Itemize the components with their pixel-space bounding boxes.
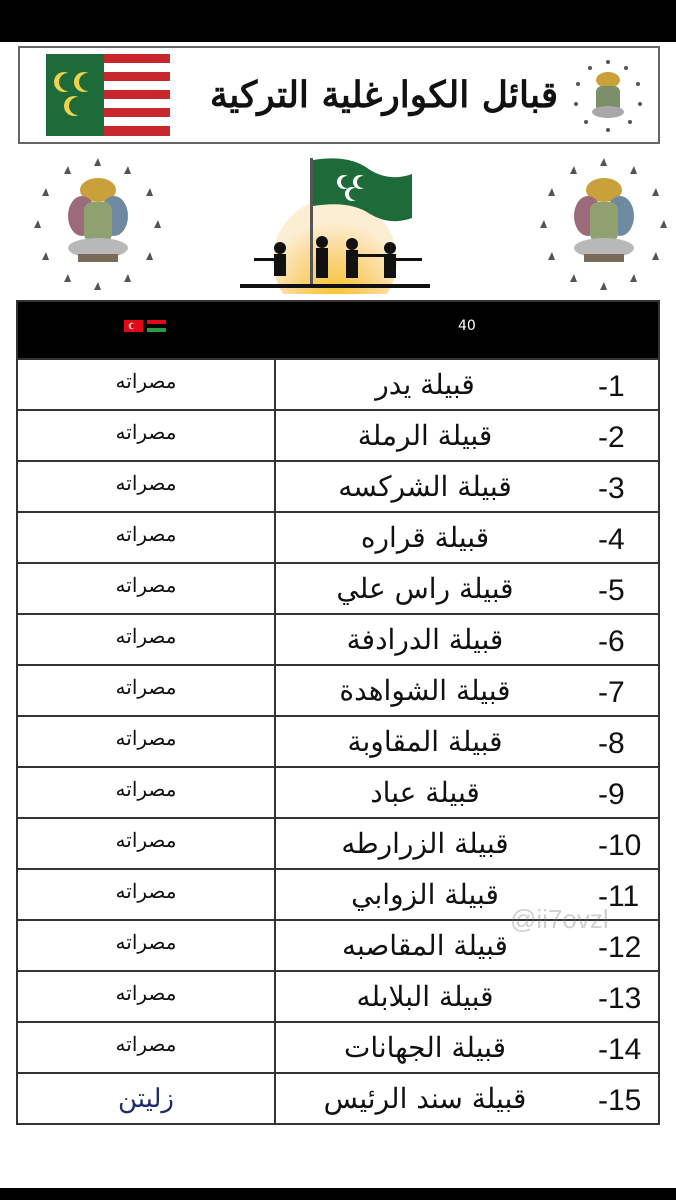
table-row	[18, 358, 658, 409]
tribe-name-cell: قبيلة الزوابي	[351, 878, 499, 911]
table-header	[18, 302, 658, 358]
column-divider	[274, 411, 276, 460]
tribes-table	[16, 300, 660, 1125]
column-divider	[274, 819, 276, 868]
bottom-bar	[0, 1188, 676, 1200]
row-number: -15	[598, 1084, 642, 1117]
ottoman-coat-of-arms-right-icon	[534, 154, 674, 294]
row-number: -5	[598, 574, 625, 607]
row-number: -12	[598, 931, 642, 964]
column-divider	[274, 513, 276, 562]
city-cell: مصراته	[115, 981, 177, 1005]
city-cell: مصراته	[115, 675, 177, 699]
tribe-name-cell: قبيلة قراره	[360, 521, 490, 554]
tribe-name-cell: قبيلة الشواهدة	[339, 674, 511, 707]
city-cell: مصراته	[115, 726, 177, 750]
table-row	[18, 613, 658, 664]
column-divider	[274, 462, 276, 511]
watermark: @ii7ovzl	[510, 904, 609, 934]
tribe-name-cell: قبيلة البلابله	[356, 980, 494, 1013]
city-cell: مصراته	[115, 573, 177, 597]
table-row	[18, 715, 658, 766]
row-number: -3	[598, 472, 625, 505]
table-row	[18, 664, 658, 715]
ottoman-coat-of-arms-left-icon	[28, 154, 168, 294]
tribe-name-cell: قبيلة راس علي	[336, 572, 514, 605]
column-divider	[274, 1023, 276, 1072]
column-divider	[274, 564, 276, 613]
city-cell: مصراته	[115, 624, 177, 648]
table-row	[18, 970, 658, 1021]
column-divider	[274, 768, 276, 817]
column-divider	[274, 717, 276, 766]
ottoman-coat-of-arms-icon	[568, 54, 648, 138]
title-banner	[18, 46, 660, 144]
column-divider	[274, 666, 276, 715]
tribe-name-cell: قبيلة الجهانات	[344, 1031, 506, 1064]
row-number: -6	[598, 625, 625, 658]
tribe-name-cell: قبيلة الزرارطه	[341, 827, 509, 860]
table-row	[18, 460, 658, 511]
row-number: -11	[598, 880, 640, 913]
city-cell: مصراته	[115, 879, 177, 903]
city-cell: مصراته	[115, 369, 177, 393]
soldiers-with-flag-image	[240, 152, 430, 294]
tribe-name-cell: قبيلة الدرادفة	[346, 623, 504, 656]
table-row	[18, 1072, 658, 1123]
tribe-count: 40	[458, 318, 476, 334]
table-row	[18, 766, 658, 817]
city-cell: مصراته	[115, 1032, 177, 1056]
tribe-name-cell: قبيلة الشركسه	[338, 470, 512, 503]
column-divider	[274, 615, 276, 664]
city-cell: مصراته	[115, 471, 177, 495]
table-row	[18, 562, 658, 613]
table-row	[18, 409, 658, 460]
tribe-name-cell: قبيلة المقاوبة	[347, 725, 503, 758]
column-divider	[274, 972, 276, 1021]
tribe-name-cell: قبيلة الرملة	[357, 419, 493, 452]
table-row	[18, 511, 658, 562]
column-divider	[274, 921, 276, 970]
document-page	[0, 42, 676, 1188]
city-cell: مصراته	[115, 828, 177, 852]
row-number: -10	[598, 829, 642, 862]
row-number: -13	[598, 982, 642, 1015]
tribe-name-cell: قبيلة المقاصبه	[342, 929, 508, 962]
kuloglu-flag-icon	[46, 54, 170, 136]
row-number: -8	[598, 727, 625, 760]
table-row	[18, 817, 658, 868]
row-number: -2	[598, 421, 625, 454]
tribe-name-cell: قبيلة عباد	[370, 776, 480, 809]
turkey-libya-flags-icon	[124, 320, 166, 332]
city-cell: زليتن	[118, 1084, 174, 1114]
city-cell: مصراته	[115, 522, 177, 546]
table-row	[18, 1021, 658, 1072]
row-number: -9	[598, 778, 625, 811]
column-divider	[274, 1074, 276, 1123]
city-cell: مصراته	[115, 930, 177, 954]
row-number: -14	[598, 1033, 642, 1066]
row-number: -7	[598, 676, 625, 709]
row-number: -1	[598, 370, 625, 403]
column-divider	[274, 870, 276, 919]
column-divider	[274, 360, 276, 409]
tribe-name-cell: قبيلة سند الرئيس	[323, 1082, 527, 1115]
row-number: -4	[598, 523, 625, 556]
page-title: قبائل الكوارغلية التركية	[209, 74, 559, 116]
city-cell: مصراته	[115, 420, 177, 444]
city-cell: مصراته	[115, 777, 177, 801]
tribe-name-cell: قبيلة يدر	[375, 368, 475, 401]
